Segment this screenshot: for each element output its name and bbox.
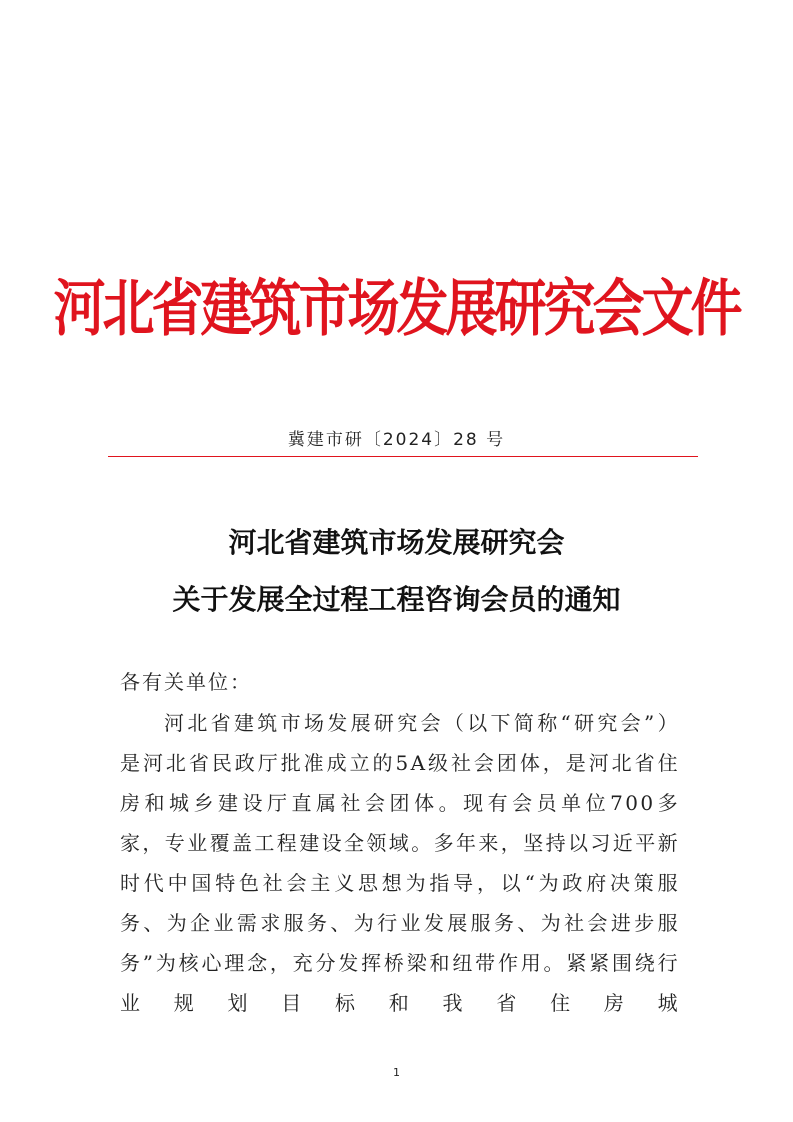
- salutation: 各有关单位：: [120, 670, 252, 694]
- body-paragraph: 河北省建筑市场发展研究会（以下简称“研究会”）是河北省民政厅批准成立的5A级社会团体，是河北省住房和城乡建设厅直属社会团体。现有会员单位700多家，专业覆盖工程建设全领域。多年来，坚持以习近平新时代中国特色社会主义思想为指导，以“为政府决策服务、为企业需求服务、为行业发展服务、为社会进步服务”为核心理念，充分发挥桥梁和纽带作用。紧紧围绕行业规划目标和我省住房城: [120, 711, 680, 1015]
- notice-title-line-1: 河北省建筑市场发展研究会: [228, 526, 565, 559]
- red-divider-line: [108, 456, 698, 457]
- document-header: 河北省建筑市场发展研究会文件: [53, 272, 740, 345]
- notice-title-line-2: 关于发展全过程工程咨询会员的通知: [172, 583, 621, 616]
- document-number: 冀建市研〔2024〕28 号: [287, 430, 506, 450]
- page-number: 1: [393, 1066, 400, 1079]
